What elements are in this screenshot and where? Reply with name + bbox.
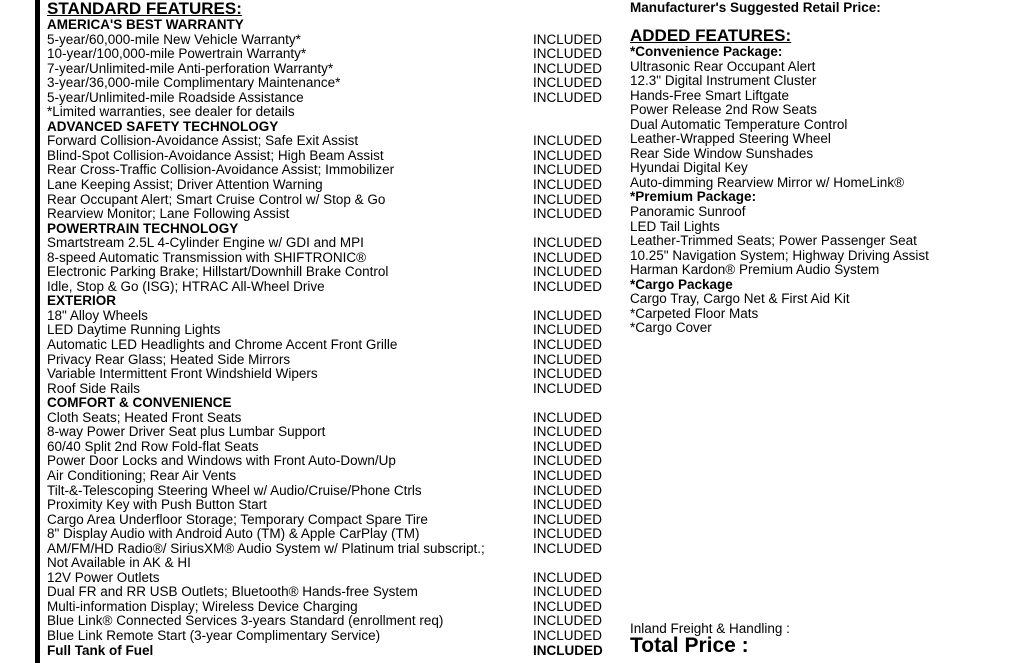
feature-text: Full Tank of Fuel (47, 642, 154, 658)
feature-status: INCLUDED (533, 409, 603, 425)
feature-status: INCLUDED (533, 147, 603, 163)
added-feature-row: Harman Kardon® Premium Audio System (630, 262, 880, 278)
package-heading: *Premium Package: (630, 189, 757, 205)
feature-text: COMFORT & CONVENIENCE (47, 395, 232, 411)
package-heading: *Convenience Package: (630, 44, 783, 59)
feature-text: Smartstream 2.5L 4-Cylinder Engine w/ GDI and MPI (47, 235, 364, 251)
standard-feature-row (47, 454, 617, 469)
feature-status: INCLUDED (533, 337, 603, 353)
feature-text: 8-speed Automatic Transmission with SHIFTRONIC® (47, 249, 367, 265)
standard-features-title: STANDARD FEATURES: (47, 0, 242, 18)
standard-feature-row (47, 425, 617, 440)
feature-text: Tilt-&-Telescoping Steering Wheel w/ Audio/Cruise/Phone Ctrls (47, 482, 422, 498)
added-feature-row: Power Release 2nd Row Seats (630, 102, 817, 118)
standard-feature-row (47, 556, 617, 571)
feature-status: INCLUDED (533, 366, 603, 382)
feature-text: 5-year/60,000-mile New Vehicle Warranty* (47, 31, 301, 47)
standard-feature-row (47, 236, 617, 251)
feature-status: INCLUDED (533, 380, 603, 396)
standard-feature-row (47, 76, 617, 91)
standard-feature-row (47, 614, 617, 629)
feature-text: LED Daytime Running Lights (47, 322, 221, 338)
added-feature-row: Auto-dimming Rearview Mirror w/ HomeLink® (630, 174, 905, 190)
standard-feature-row (47, 163, 617, 178)
added-features-title: ADDED FEATURES: (630, 26, 792, 45)
feature-text: EXTERIOR (47, 293, 117, 309)
feature-text: Blue Link Remote Start (3-year Complimentary Service) (47, 627, 381, 643)
total-price-label: Total Price : (630, 634, 749, 657)
feature-text: Idle, Stop & Go (ISG); HTRAC All-Wheel Drive (47, 278, 325, 294)
standard-feature-row (47, 469, 617, 484)
standard-feature-row (47, 513, 617, 528)
standard-features-list (47, 18, 617, 658)
left-border-bar (35, 0, 40, 663)
feature-status: INCLUDED (533, 467, 603, 483)
feature-text: Proximity Key with Push Button Start (47, 497, 267, 513)
package-heading: *Cargo Package (630, 276, 733, 292)
feature-text: Blue Link® Connected Services 3-years Standard (enrollment req) (47, 613, 444, 629)
added-feature-row: Rear Side Window Sunshades (630, 145, 814, 161)
standard-category-heading (47, 294, 617, 309)
added-feature-row: *Cargo Cover (630, 320, 712, 336)
feature-status: INCLUDED (533, 75, 603, 91)
feature-status: INCLUDED (533, 569, 603, 585)
standard-feature-row (47, 105, 617, 120)
standard-feature-row (47, 571, 617, 586)
added-feature-row: Ultrasonic Rear Occupant Alert (630, 58, 816, 74)
standard-feature-row (47, 338, 617, 353)
feature-text: Not Available in AK & HI (47, 555, 191, 571)
standard-feature-row (47, 207, 617, 222)
added-feature-row: Leather-Wrapped Steering Wheel (630, 131, 831, 147)
feature-status: INCLUDED (533, 249, 603, 265)
feature-status: INCLUDED (533, 526, 603, 542)
standard-feature-row (47, 353, 617, 368)
feature-text: Power Door Locks and Windows with Front Auto-Down/Up (47, 453, 396, 469)
feature-text: Multi-information Display; Wireless Device Charging (47, 598, 358, 614)
feature-text: Cargo Area Underfloor Storage; Temporary Compact Spare Tire (47, 511, 428, 527)
feature-text: AM/FM/HD Radio®/ SiriusXM® Audio System w/ Platinum trial subscript.; (47, 540, 485, 556)
standard-feature-row (47, 62, 617, 77)
standard-feature-row (47, 600, 617, 615)
standard-category-heading (47, 396, 617, 411)
feature-text: POWERTRAIN TECHNOLOGY (47, 220, 239, 236)
standard-feature-row (47, 411, 617, 426)
feature-status: INCLUDED (533, 60, 603, 76)
feature-status: INCLUDED (533, 46, 603, 62)
standard-feature-row (47, 527, 617, 542)
standard-feature-row (47, 542, 617, 557)
added-features-list (630, 45, 929, 336)
feature-text: Privacy Rear Glass; Heated Side Mirrors (47, 351, 291, 367)
standard-feature-row (47, 498, 617, 513)
feature-status: INCLUDED (533, 177, 603, 193)
feature-text: 18" Alloy Wheels (47, 307, 148, 323)
feature-text: 12V Power Outlets (47, 569, 160, 585)
added-feature-row: Hyundai Digital Key (630, 160, 748, 176)
feature-text: ADVANCED SAFETY TECHNOLOGY (47, 118, 279, 134)
feature-text: Electronic Parking Brake; Hillstart/Downhill Brake Control (47, 264, 389, 280)
standard-feature-row (47, 149, 617, 164)
freight-label: Inland Freight & Handling : (630, 621, 790, 636)
feature-text: *Limited warranties, see dealer for details (47, 104, 295, 120)
feature-text: AMERICA'S BEST WARRANTY (47, 17, 244, 32)
feature-text: Blind-Spot Collision-Avoidance Assist; High Beam Assist (47, 147, 384, 163)
feature-status: INCLUDED (533, 482, 603, 498)
standard-category-heading (47, 222, 617, 237)
feature-status: INCLUDED (533, 206, 603, 222)
feature-status: INCLUDED (533, 497, 603, 513)
standard-feature-row (47, 484, 617, 499)
feature-text: Cloth Seats; Heated Front Seats (47, 409, 242, 425)
standard-feature-row (47, 33, 617, 48)
feature-text: 7-year/Unlimited-mile Anti-perforation Warranty* (47, 60, 334, 76)
standard-feature-row (47, 440, 617, 455)
feature-text: Rearview Monitor; Lane Following Assist (47, 206, 290, 222)
standard-feature-row (47, 193, 617, 208)
feature-text: 10-year/100,000-mile Powertrain Warranty* (47, 46, 307, 62)
feature-text: 60/40 Split 2nd Row Fold-flat Seats (47, 438, 259, 454)
feature-status: INCLUDED (533, 307, 603, 323)
feature-status: INCLUDED (533, 453, 603, 469)
feature-text: Automatic LED Headlights and Chrome Accent Front Grille (47, 337, 398, 353)
standard-feature-row (47, 309, 617, 324)
added-feature-row: Leather-Trimmed Seats; Power Passenger Seat (630, 233, 917, 249)
feature-status: INCLUDED (533, 133, 603, 149)
feature-text: Forward Collision-Avoidance Assist; Safe Exit Assist (47, 133, 359, 149)
feature-status: INCLUDED (533, 89, 603, 105)
feature-status: INCLUDED (533, 31, 603, 47)
standard-feature-row (47, 251, 617, 266)
added-feature-row: *Carpeted Floor Mats (630, 305, 759, 321)
added-feature-row: Hands-Free Smart Liftgate (630, 87, 790, 103)
feature-status: INCLUDED (533, 598, 603, 614)
standard-feature-row (47, 134, 617, 149)
feature-text: 8-way Power Driver Seat plus Lumbar Support (47, 424, 326, 440)
feature-text: Lane Keeping Assist; Driver Attention Warning (47, 177, 323, 193)
feature-text: Rear Cross-Traffic Collision-Avoidance Assist; Immobilizer (47, 162, 395, 178)
msrp-label: Manufacturer's Suggested Retail Price: (630, 0, 881, 15)
added-feature-row: Panoramic Sunroof (630, 204, 746, 220)
standard-feature-row (47, 47, 617, 62)
added-feature-row: Cargo Tray, Cargo Net & First Aid Kit (630, 291, 850, 307)
standard-feature-row (47, 367, 617, 382)
feature-status: INCLUDED (533, 627, 603, 643)
feature-status: INCLUDED (533, 584, 603, 600)
feature-status: INCLUDED (533, 540, 603, 556)
feature-text: 8" Display Audio with Android Auto (TM) & Apple CarPlay (TM) (47, 526, 420, 542)
standard-feature-row (47, 265, 617, 280)
feature-status: INCLUDED (533, 424, 603, 440)
feature-text: 3-year/36,000-mile Complimentary Maintenance* (47, 75, 341, 91)
feature-status: INCLUDED (533, 264, 603, 280)
standard-feature-row (47, 323, 617, 338)
added-feature-row: Dual Automatic Temperature Control (630, 116, 848, 132)
added-feature-row: 10.25" Navigation System; Highway Driving Assist (630, 247, 929, 263)
feature-text: Roof Side Rails (47, 380, 141, 396)
feature-status: INCLUDED (533, 642, 603, 658)
standard-category-heading (47, 120, 617, 135)
feature-status: INCLUDED (533, 162, 603, 178)
standard-feature-row (47, 280, 617, 295)
standard-feature-row (47, 382, 617, 397)
feature-status: INCLUDED (533, 351, 603, 367)
standard-feature-row (47, 585, 617, 600)
feature-text: Rear Occupant Alert; Smart Cruise Control w/ Stop & Go (47, 191, 386, 207)
standard-feature-row (47, 178, 617, 193)
standard-features-section (47, 0, 617, 658)
standard-category-heading (47, 18, 617, 33)
feature-status: INCLUDED (533, 438, 603, 454)
feature-text: Air Conditioning; Rear Air Vents (47, 467, 237, 483)
feature-status: INCLUDED (533, 613, 603, 629)
feature-text: Variable Intermittent Front Windshield Wipers (47, 366, 318, 382)
feature-status: INCLUDED (533, 235, 603, 251)
feature-status: INCLUDED (533, 322, 603, 338)
added-feature-row: LED Tail Lights (630, 218, 720, 234)
feature-status: INCLUDED (533, 511, 603, 527)
feature-text: Dual FR and RR USB Outlets; Bluetooth® Hands-free System (47, 584, 418, 600)
added-feature-row: 12.3" Digital Instrument Cluster (630, 73, 817, 89)
standard-feature-row (47, 629, 617, 644)
feature-text: 5-year/Unlimited-mile Roadside Assistance (47, 89, 304, 105)
feature-status: INCLUDED (533, 191, 603, 207)
standard-feature-row (47, 91, 617, 106)
standard-category-heading (47, 644, 617, 659)
feature-status: INCLUDED (533, 278, 603, 294)
